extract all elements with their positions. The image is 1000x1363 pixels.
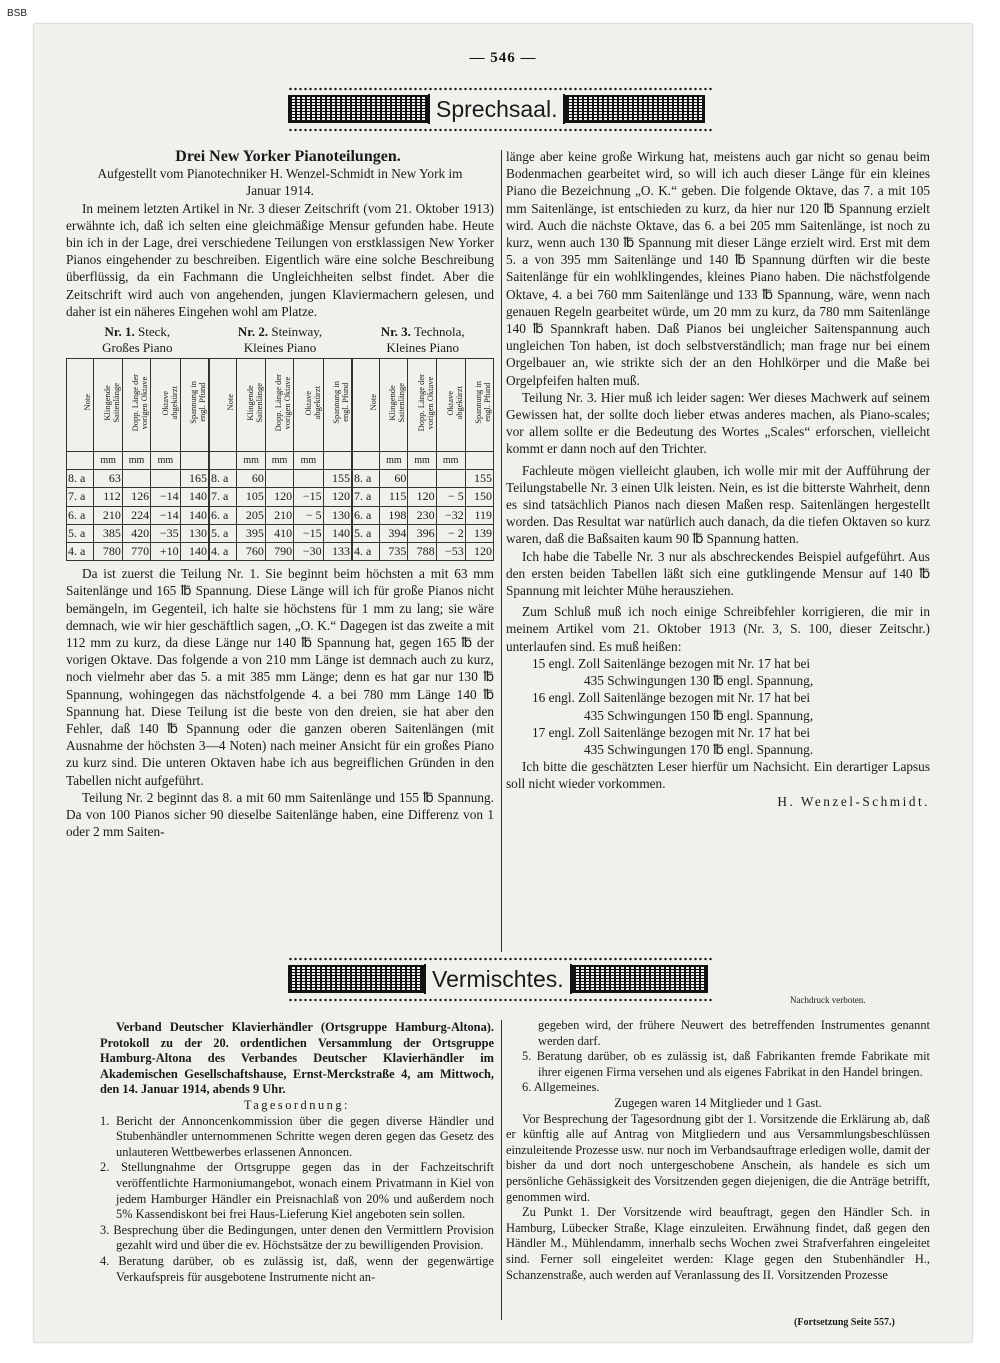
table-row [67, 506, 209, 524]
table-cell: 395 [237, 524, 265, 542]
agenda-item-3: 3. Besprechung über die Bedingungen, unter denen den Vermittlern Provision gezahlt wird und über die ev. Höchstsätze der zu bewilligenden Provision. [100, 1222, 494, 1253]
table-unit-cell: mm [408, 452, 436, 470]
banner-ornament-right [565, 95, 705, 123]
table-cell: 140 [180, 543, 208, 561]
table-cell: 63 [94, 470, 122, 488]
table-header-cell [265, 359, 293, 452]
page-number: — 546 — [469, 50, 537, 66]
table-header-label: Note [225, 394, 236, 411]
table-cell: 7. a [67, 488, 94, 506]
newspaper-page [34, 24, 972, 1342]
table-row [67, 470, 209, 488]
table-cell: 5. a [67, 524, 94, 542]
table-cell: 788 [408, 543, 436, 561]
continuation-note: (Fortsetzung Seite 557.) [794, 1317, 895, 1328]
table-unit-cell [353, 452, 380, 470]
table-cell: 126 [122, 488, 150, 506]
vermischtes-right-column [506, 1018, 930, 1283]
table-row [210, 524, 352, 542]
table-cell: 120 [408, 488, 436, 506]
table-cell: 205 [237, 506, 265, 524]
vermischtes-intro: Verband Deutscher Klavierhändler (Ortsgruppe Hamburg-Altona). Protokoll zu der 20. ordentlichen Versammlung der Ortsgruppe Hamburg-Altona des Verbandes Deutscher Klavierhändler im Akademischen Gesellschaftshause, Ernst-Merckstraße 4, am Mittwoch, den 14. Januar 1914, abends 9 Uhr. [100, 1020, 494, 1097]
table-header-cell [180, 359, 208, 452]
table-header-label: Oktave abgekürzt [302, 385, 322, 420]
agenda-item-1: 1. Bericht der Annoncenkommission über die gegen diverse Händler und Stubenhändler unternommenen Schritte wegen deren gegen das Gesetz des unlauteren Wettbewerbes erlassenen Annoncen. [100, 1113, 494, 1159]
table-cell: 4. a [210, 543, 237, 561]
banner2-ornament-right [572, 965, 708, 993]
table-header-cell [380, 359, 408, 452]
table-unit-cell: mm [237, 452, 265, 470]
table-cell: 770 [122, 543, 150, 561]
table-unit-row [210, 452, 352, 470]
table-cell: +10 [151, 543, 180, 561]
table-row [67, 488, 209, 506]
table-unit-cell: mm [94, 452, 122, 470]
scale-tables [66, 358, 494, 561]
article-paragraph-2: Teilung Nr. 2 beginnt das 8. a mit 60 mm Saitenlänge und 155 ℔ Spannung. Da von 100 Pianos sicher 90 dieselbe Saitenlänge haben, eine Differenz von 1 oder 2 mm Saiten- [66, 789, 494, 840]
table-cell: 410 [265, 524, 293, 542]
vermischtes-title: Vermischtes. [424, 964, 572, 994]
table-cell: 6. a [67, 506, 94, 524]
table-cell: −14 [151, 488, 180, 506]
table-cell [408, 470, 436, 488]
agenda-item-5: 5. Beratung darüber, ob es zulässig ist, daß Fabrikanten fremde Fabrikate mit ihrer eigenen Firma versehen und als eigenes Fabrikat in den Handel bringen. [522, 1049, 930, 1079]
table-cell: 6. a [210, 506, 237, 524]
table-cell: 210 [265, 506, 293, 524]
table-cell: 6. a [353, 506, 380, 524]
sprechsaal-banner [288, 94, 705, 124]
table-title-1: Nr. 1. Steck, Großes Piano [102, 324, 173, 356]
table-cell: 120 [323, 488, 351, 506]
table-cell: 8. a [67, 470, 94, 488]
article-left-column [66, 148, 494, 841]
table-cell: 8. a [353, 470, 380, 488]
article-right-column [506, 148, 930, 810]
table-cell: 130 [180, 524, 208, 542]
table-header-row [210, 359, 352, 452]
table-cell [265, 470, 293, 488]
table-row [210, 543, 352, 561]
article-paragraph-5: Fachleute mögen vielleicht glauben, ich wolle mir mit der Aufführung der Teilungstabelle Nr. 3 einen Ulk leisten. Nein, es ist die bitterste Wahrheit, denn es sind tatsächlich Pianos nach diesen Maßen resp. Saitenlängen hergestellt worden. Das Resultat war natürlich auch danach, da die tiefen Oktaven so kurz waren, daß die Baßsaiten kaum 90 ℔ Spannung hatten. [506, 462, 930, 547]
table-row [353, 543, 494, 561]
table-cell: −35 [151, 524, 180, 542]
correction-2: 16 engl. Zoll Saitenlänge bezogen mit Nr. 17 hat bei 435 Schwingungen 150 ℔ engl. Spannung, [532, 690, 814, 723]
table-cell: −15 [294, 524, 323, 542]
table-header-cell [210, 359, 237, 452]
table-cell: 150 [465, 488, 493, 506]
banner-dots-top [288, 86, 712, 92]
table-header-cell [122, 359, 150, 452]
table-unit-cell: mm [122, 452, 150, 470]
table-row [353, 488, 494, 506]
table-header-label: Klingende Saitenlänge [387, 382, 407, 423]
table-cell: 105 [237, 488, 265, 506]
article-paragraph-6: Ich habe die Tabelle Nr. 3 nur als abschreckendes Beispiel aufgeführt. Aus den ersten beiden Tabellen läßt sich eine gutklingende Mensur auf 140 ℔ Spannung mit leichter Mühe herausziehen. [506, 548, 930, 599]
column-rule-top [501, 150, 502, 952]
table-cell: 119 [465, 506, 493, 524]
table-header-cell [151, 359, 180, 452]
table-header-cell [323, 359, 351, 452]
vermischtes-paragraph-1: Vor Besprechung der Tagesordnung gibt der 1. Vorsitzende die Erklärung ab, daß er künftig alle auf Antrag von Mitgliedern und aus Versammlungsbeschlüssen einzuleitende Prozesse usw. nur noch im Verbandsauftrage erledigen wolle, damit der bisher da und dort noch untergeschobene Anschein, als handele es sich um persönliche Gehässigkeit des Vorsitzenden gegen diejenigen, die die Anträge betrifft, genommen wird. [506, 1111, 930, 1204]
agenda-item-4-cont: gegeben wird, der frühere Neuwert des betreffenden Instrumentes genannt werden darf. [538, 1018, 930, 1048]
attendance: Zugegen waren 14 Mitglieder und 1 Gast. [614, 1095, 822, 1110]
article-paragraph-8: Ich bitte die geschätzten Leser hierfür um Nachsicht. Ein derartiger Lapsus soll nicht wieder vorkommen. [506, 759, 930, 792]
table-titles [66, 324, 494, 356]
table-cell: 790 [265, 543, 293, 561]
corrections-list [506, 655, 930, 758]
table-cell: −32 [436, 506, 465, 524]
table-header-cell [408, 359, 436, 452]
table-cell: 224 [122, 506, 150, 524]
table-row [67, 524, 209, 542]
article-paragraph-1: Da ist zuerst die Teilung Nr. 1. Sie beginnt beim höchsten a mit 63 mm Saitenlänge und 165 ℔ Spannung. Diese Länge will ich für große Pianos nicht bemängeln, im Gegenteil, ich halte sie höchstens für 1 mm zu lang; sie wäre demnach, wie wir hier geschäftlich sagen, „O. K.“ Dagegen ist das zweite a mit 112 mm zu kurz, da diese Länge nur 140 ℔ Spannung hat, gegen 165 ℔ der vorigen Oktave. Das folgende a von 210 mm Länge ist demnach auch zu kurz, noch vielmehr aber das 5. a mit 385 mm Länge; denn es hat gar nur 130 ℔ Spannung, wohingegen das nächstfolgende 4. a bei 780 mm Länge 140 ℔ Spannung hat. Diese Teilung ist die beste von den dreien, sie hat aber den Fehler, daß 140 ℔ Spannung oder die ganzen oberen Saitenlängen (mit Ausnahme der höchsten 3—4 Noten) nach meiner Ansicht für ein großes Piano zu kurz sind. Die unteren Oktaven habe ich aus begreiflichen Gründen in den Tabellen nicht aufgeführt. [66, 566, 494, 788]
table-header-label: Dopp. Länge der vorigen Oktave [415, 373, 435, 432]
article-paragraph-3: länge aber keine große Wirkung hat, meistens auch gar nicht so genau beim Bodenmachen gearbeitet wird, so will ich auch dieser Länge für ein kleines Piano die Bezeichnung „O. K.“ geben. Die folgende Oktave, das 7. a mit 105 mm Saitenlänge, ist entschieden zu kurz, da hier nur 120 ℔ Spannung erzielt wird. Auch die nächste Oktave, das 6. a bei 205 mm Saitenlänge, ist noch zu kurz, wenn auch 130 ℔ Spannung mit dieser Länge erzielt wird. Erst mit dem 5. a von 395 mm Saitenlänge und 140 ℔ Spannung dürften wir die beste Saitenlänge für ein wohlklingendes, kleines Piano haben. Die nächstfolgende Oktave, 4. a bei 760 mm Saitenlänge und 133 ℔ Spannung, wäre, wenn nach genauen Regeln gearbeitet würde, um 20 mm zu kurz, da 780 mm Saitenlänge 140 ℔ Spannkraft haben. Daß Pianos bei ungleicher Saitenspannung auch ungleichen Ton haben, ist doch selbstverständlich; man frage nur bei einem Orgelbauer an, wie strikte sich der an den Hohlkörper und die Maße bei Orgelpfeifen halten muß. [506, 149, 930, 388]
table-header-cell [353, 359, 380, 452]
table-cell: 420 [122, 524, 150, 542]
table-cell: 8. a [210, 470, 237, 488]
table-cell: 120 [465, 543, 493, 561]
table-cell: 198 [380, 506, 408, 524]
table-cell: 60 [237, 470, 265, 488]
banner2-dots-bottom [288, 997, 712, 1003]
agenda-item-2: 2. Stellungnahme der Ortsgruppe gegen das in der Fachzeitschrift veröffentlichte Harmoniumangebot, wonach einem Privatmann in Kiel von jedem Hamburger Händler ein Preisnachlaß von 20% und außerdem noch 5% Kassendiskont bei frei Haus-Lieferung Kiel angeboten sein sollen. [100, 1160, 494, 1222]
table-cell: 7. a [210, 488, 237, 506]
scale-table-1 [66, 358, 209, 561]
table-header-cell [94, 359, 122, 452]
table-cell: 5. a [353, 524, 380, 542]
column-rule-bottom [501, 1020, 502, 1320]
table-title-3: Nr. 3. Technola, Kleines Piano [380, 324, 465, 356]
table-header-label: Dopp. Länge der vorigen Oktave [130, 373, 150, 432]
table-title-2: Nr. 2. Steinway, Kleines Piano [237, 324, 323, 356]
table-cell: 140 [180, 488, 208, 506]
table-header-cell [436, 359, 465, 452]
table-header-label: Spannung in engl. Pfund [188, 381, 207, 424]
correction-3: 17 engl. Zoll Saitenlänge bezogen mit Nr. 17 hat bei 435 Schwingungen 170 ℔ engl. Spannung. [532, 724, 814, 757]
table-cell: − 2 [436, 524, 465, 542]
table-cell: 140 [323, 524, 351, 542]
table-header-cell [294, 359, 323, 452]
article-heading: Drei New Yorker Pianoteilungen. [175, 148, 401, 165]
article-paragraph-4: Teilung Nr. 3. Hier muß ich leider sagen: Wer dieses Machwerk auf seinem Gewissen hat, der sollte doch lieber etwas anderes machen, als Piano-scales; vor allem sollte er die Bedeutung des Wortes „Scales“ erforschen, vielleicht kommt er dann noch auf den Trichter. [506, 389, 930, 457]
table-cell: 165 [180, 470, 208, 488]
table-cell: 396 [408, 524, 436, 542]
agenda-item-6: 6. Allgemeines. [522, 1080, 600, 1095]
table-cell: 140 [180, 506, 208, 524]
banner2-ornament-left [288, 965, 424, 993]
table-row [210, 506, 352, 524]
sprechsaal-title: Sprechsaal. [428, 94, 565, 124]
table-cell: 760 [237, 543, 265, 561]
table-header-label: Spannung in engl. Pfund [473, 381, 492, 424]
table-header-cell [465, 359, 493, 452]
table-cell: 120 [265, 488, 293, 506]
table-header-label: Dopp. Länge der vorigen Oktave [273, 373, 293, 432]
table-header-label: Klingende Saitenlänge [101, 382, 121, 423]
table-cell: 155 [465, 470, 493, 488]
table-unit-row [353, 452, 494, 470]
table-cell [151, 470, 180, 488]
table-header-label: Note [82, 394, 93, 411]
table-cell [436, 470, 465, 488]
table-row [210, 470, 352, 488]
table-unit-cell: mm [294, 452, 323, 470]
table-cell: 385 [94, 524, 122, 542]
table-unit-cell [210, 452, 237, 470]
table-cell: 780 [94, 543, 122, 561]
table-cell [294, 470, 323, 488]
table-cell: 155 [323, 470, 351, 488]
table-header-label: Note [368, 394, 379, 411]
table-cell: 394 [380, 524, 408, 542]
table-cell [122, 470, 150, 488]
table-cell: −30 [294, 543, 323, 561]
table-unit-cell [323, 452, 351, 470]
table-unit-cell: mm [436, 452, 465, 470]
banner2-dots-top [288, 956, 712, 962]
table-cell: − 5 [294, 506, 323, 524]
table-cell: −14 [151, 506, 180, 524]
correction-1: 15 engl. Zoll Saitenlänge bezogen mit Nr. 17 hat bei 435 Schwingungen 130 ℔ engl. Spannung, [532, 655, 814, 689]
table-cell: −53 [436, 543, 465, 561]
article-byline: Aufgestellt vom Pianotechniker H. Wenzel-Schmidt in New York im Januar 1914. [97, 166, 463, 199]
banner-dots-bottom [288, 127, 712, 133]
reprint-note: Nachdruck verboten. [790, 995, 866, 1005]
table-header-label: Oktave abgekürzt [159, 385, 179, 420]
library-mark: BSB [7, 8, 28, 19]
table-cell: 115 [380, 488, 408, 506]
table-unit-cell: mm [265, 452, 293, 470]
agenda-title: Tagesordnung: [244, 1097, 350, 1112]
table-header-row [353, 359, 494, 452]
table-header-row [67, 359, 209, 452]
table-cell: 7. a [353, 488, 380, 506]
table-row [353, 506, 494, 524]
table-cell: 4. a [67, 543, 94, 561]
table-row [353, 470, 494, 488]
agenda-item-4: 4. Beratung darüber, ob es zulässig ist, daß, wenn der gegenwärtige Verkaufspreis für ausgebotene Instrumente nicht an- [100, 1253, 494, 1284]
table-cell: −15 [294, 488, 323, 506]
table-cell: 60 [380, 470, 408, 488]
table-header-label: Oktave abgekürzt [444, 385, 464, 420]
table-header-label: Spannung in engl. Pfund [331, 381, 350, 424]
table-cell: 139 [465, 524, 493, 542]
table-unit-cell: mm [380, 452, 408, 470]
vermischtes-banner [288, 964, 708, 994]
article-intro: In meinem letzten Artikel in Nr. 3 dieser Zeitschrift (vom 21. Oktober 1913) erwähnte ich, daß ich selten eine gleichmäßige Mensur gefunden habe. Heute bin ich in der Lage, drei verschiedene Teilungen von erstklassigen New Yorker Pianos eingehender zu beschreiben. Eigentlich wäre eine solche Beschreibung überflüssig, da ein Fachmann die Ungleichheiten selbst findet. Aber die Zeitschrift wird auch von angehenden, jungen Klaviermachern gelesen, und daher ist ein näheres Eingehen wohl am Platze. [66, 200, 494, 319]
table-unit-cell: mm [151, 452, 180, 470]
table-unit-cell [180, 452, 208, 470]
vermischtes-left-column [100, 1020, 494, 1285]
article-paragraph-7: Zum Schluß muß ich noch einige Schreibfehler korrigieren, die mir in meinem Artikel vom 21. Oktober 1913 (Nr. 3, S. 100, dieser Zeitschr.) unterlaufen sind. Es muß heißen: [506, 604, 930, 654]
table-cell: 4. a [353, 543, 380, 561]
table-cell: 5. a [210, 524, 237, 542]
table-cell: 130 [323, 506, 351, 524]
table-cell: − 5 [436, 488, 465, 506]
table-unit-row [67, 452, 209, 470]
table-cell: 133 [323, 543, 351, 561]
table-cell: 210 [94, 506, 122, 524]
table-cell: 735 [380, 543, 408, 561]
table-cell: 112 [94, 488, 122, 506]
banner-ornament-left [288, 95, 428, 123]
table-row [353, 524, 494, 542]
table-unit-cell [67, 452, 94, 470]
table-row [210, 488, 352, 506]
vermischtes-paragraph-2: Zu Punkt 1. Der Vorsitzende wird beauftragt, gegen den Händler Sch. in Hamburg, Lübecker Straße, Klage einzuleiten. Erwähnung findet, daß gegen den Händler M., Mühlendamm, innerhalb sechs Wochen zwei Strafverfahren eingeleitet sind. Ferner soll eingeleitet werden: Klage gegen den Stubenhändler H., Schanzenstraße, auch werden auf Veranlassung des II. Vorsitzenden Prozesse [506, 1205, 930, 1282]
table-cell: 230 [408, 506, 436, 524]
table-header-label: Klingende Saitenlänge [244, 382, 264, 423]
table-row [67, 543, 209, 561]
article-signature: H. Wenzel-Schmidt. [777, 793, 930, 809]
table-header-cell [237, 359, 265, 452]
scale-table-2 [209, 358, 352, 561]
table-header-cell [67, 359, 94, 452]
table-unit-cell [465, 452, 493, 470]
scale-table-3 [352, 358, 494, 561]
